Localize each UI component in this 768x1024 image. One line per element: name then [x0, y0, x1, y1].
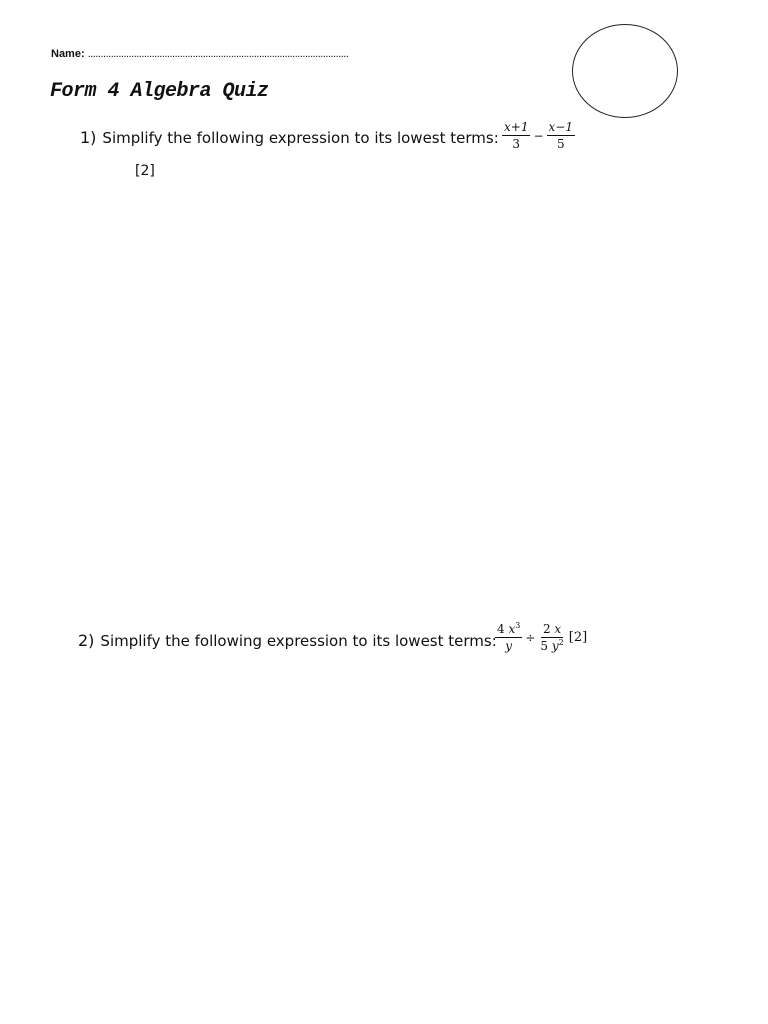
q2-fraction-1: [495, 622, 522, 653]
name-field: [51, 48, 348, 60]
q1-operator: −: [533, 128, 544, 143]
name-dotted-line: ......................................................................................................: [87, 48, 349, 60]
question-1: [80, 128, 499, 147]
q2-f2-den-coef: 5: [540, 639, 549, 653]
question-2-number: 2): [78, 631, 95, 650]
q1-fraction-1-denominator: 3: [512, 137, 521, 151]
question-2-marks: [2]: [568, 630, 588, 645]
q2-f2-den-var: y: [551, 639, 559, 653]
grade-circle: [572, 24, 678, 118]
q1-fraction-2-numerator: x−1: [548, 120, 573, 134]
q2-fraction-2: [538, 622, 565, 653]
q2-fraction-1-denominator: y: [505, 639, 513, 653]
q2-f1-var: x: [508, 622, 516, 636]
question-2-text: Simplify the following expression to its lowest terms:: [100, 632, 497, 650]
q2-fraction-2-numerator: [541, 622, 563, 638]
q1-fraction-1: [502, 120, 530, 151]
question-1-number: 1): [80, 128, 97, 147]
q2-f2-num-coef: 2: [542, 622, 551, 636]
question-1-marks: [2]: [135, 163, 155, 179]
q2-f1-exp: 3: [515, 621, 521, 630]
question-2-expression: [493, 622, 587, 653]
q2-fraction-1-numerator: [495, 622, 522, 638]
question-2: [78, 631, 497, 650]
question-1-text: Simplify the following expression to its lowest terms:: [102, 129, 499, 147]
q2-f1-coef: 4: [497, 622, 505, 636]
q1-fraction-1-numerator: x+1: [504, 120, 529, 134]
q1-fraction-2-denominator: 5: [556, 137, 565, 151]
q1-fraction-2: [547, 120, 575, 151]
name-label: Name:: [51, 48, 85, 60]
q2-fraction-2-denominator: [538, 638, 565, 653]
q2-operator: ÷: [525, 630, 536, 645]
question-1-expression: [500, 120, 577, 151]
q2-f2-num-var: x: [554, 622, 562, 636]
q2-f2-den-exp: 2: [558, 638, 564, 647]
quiz-title: Form 4 Algebra Quiz: [50, 80, 269, 103]
